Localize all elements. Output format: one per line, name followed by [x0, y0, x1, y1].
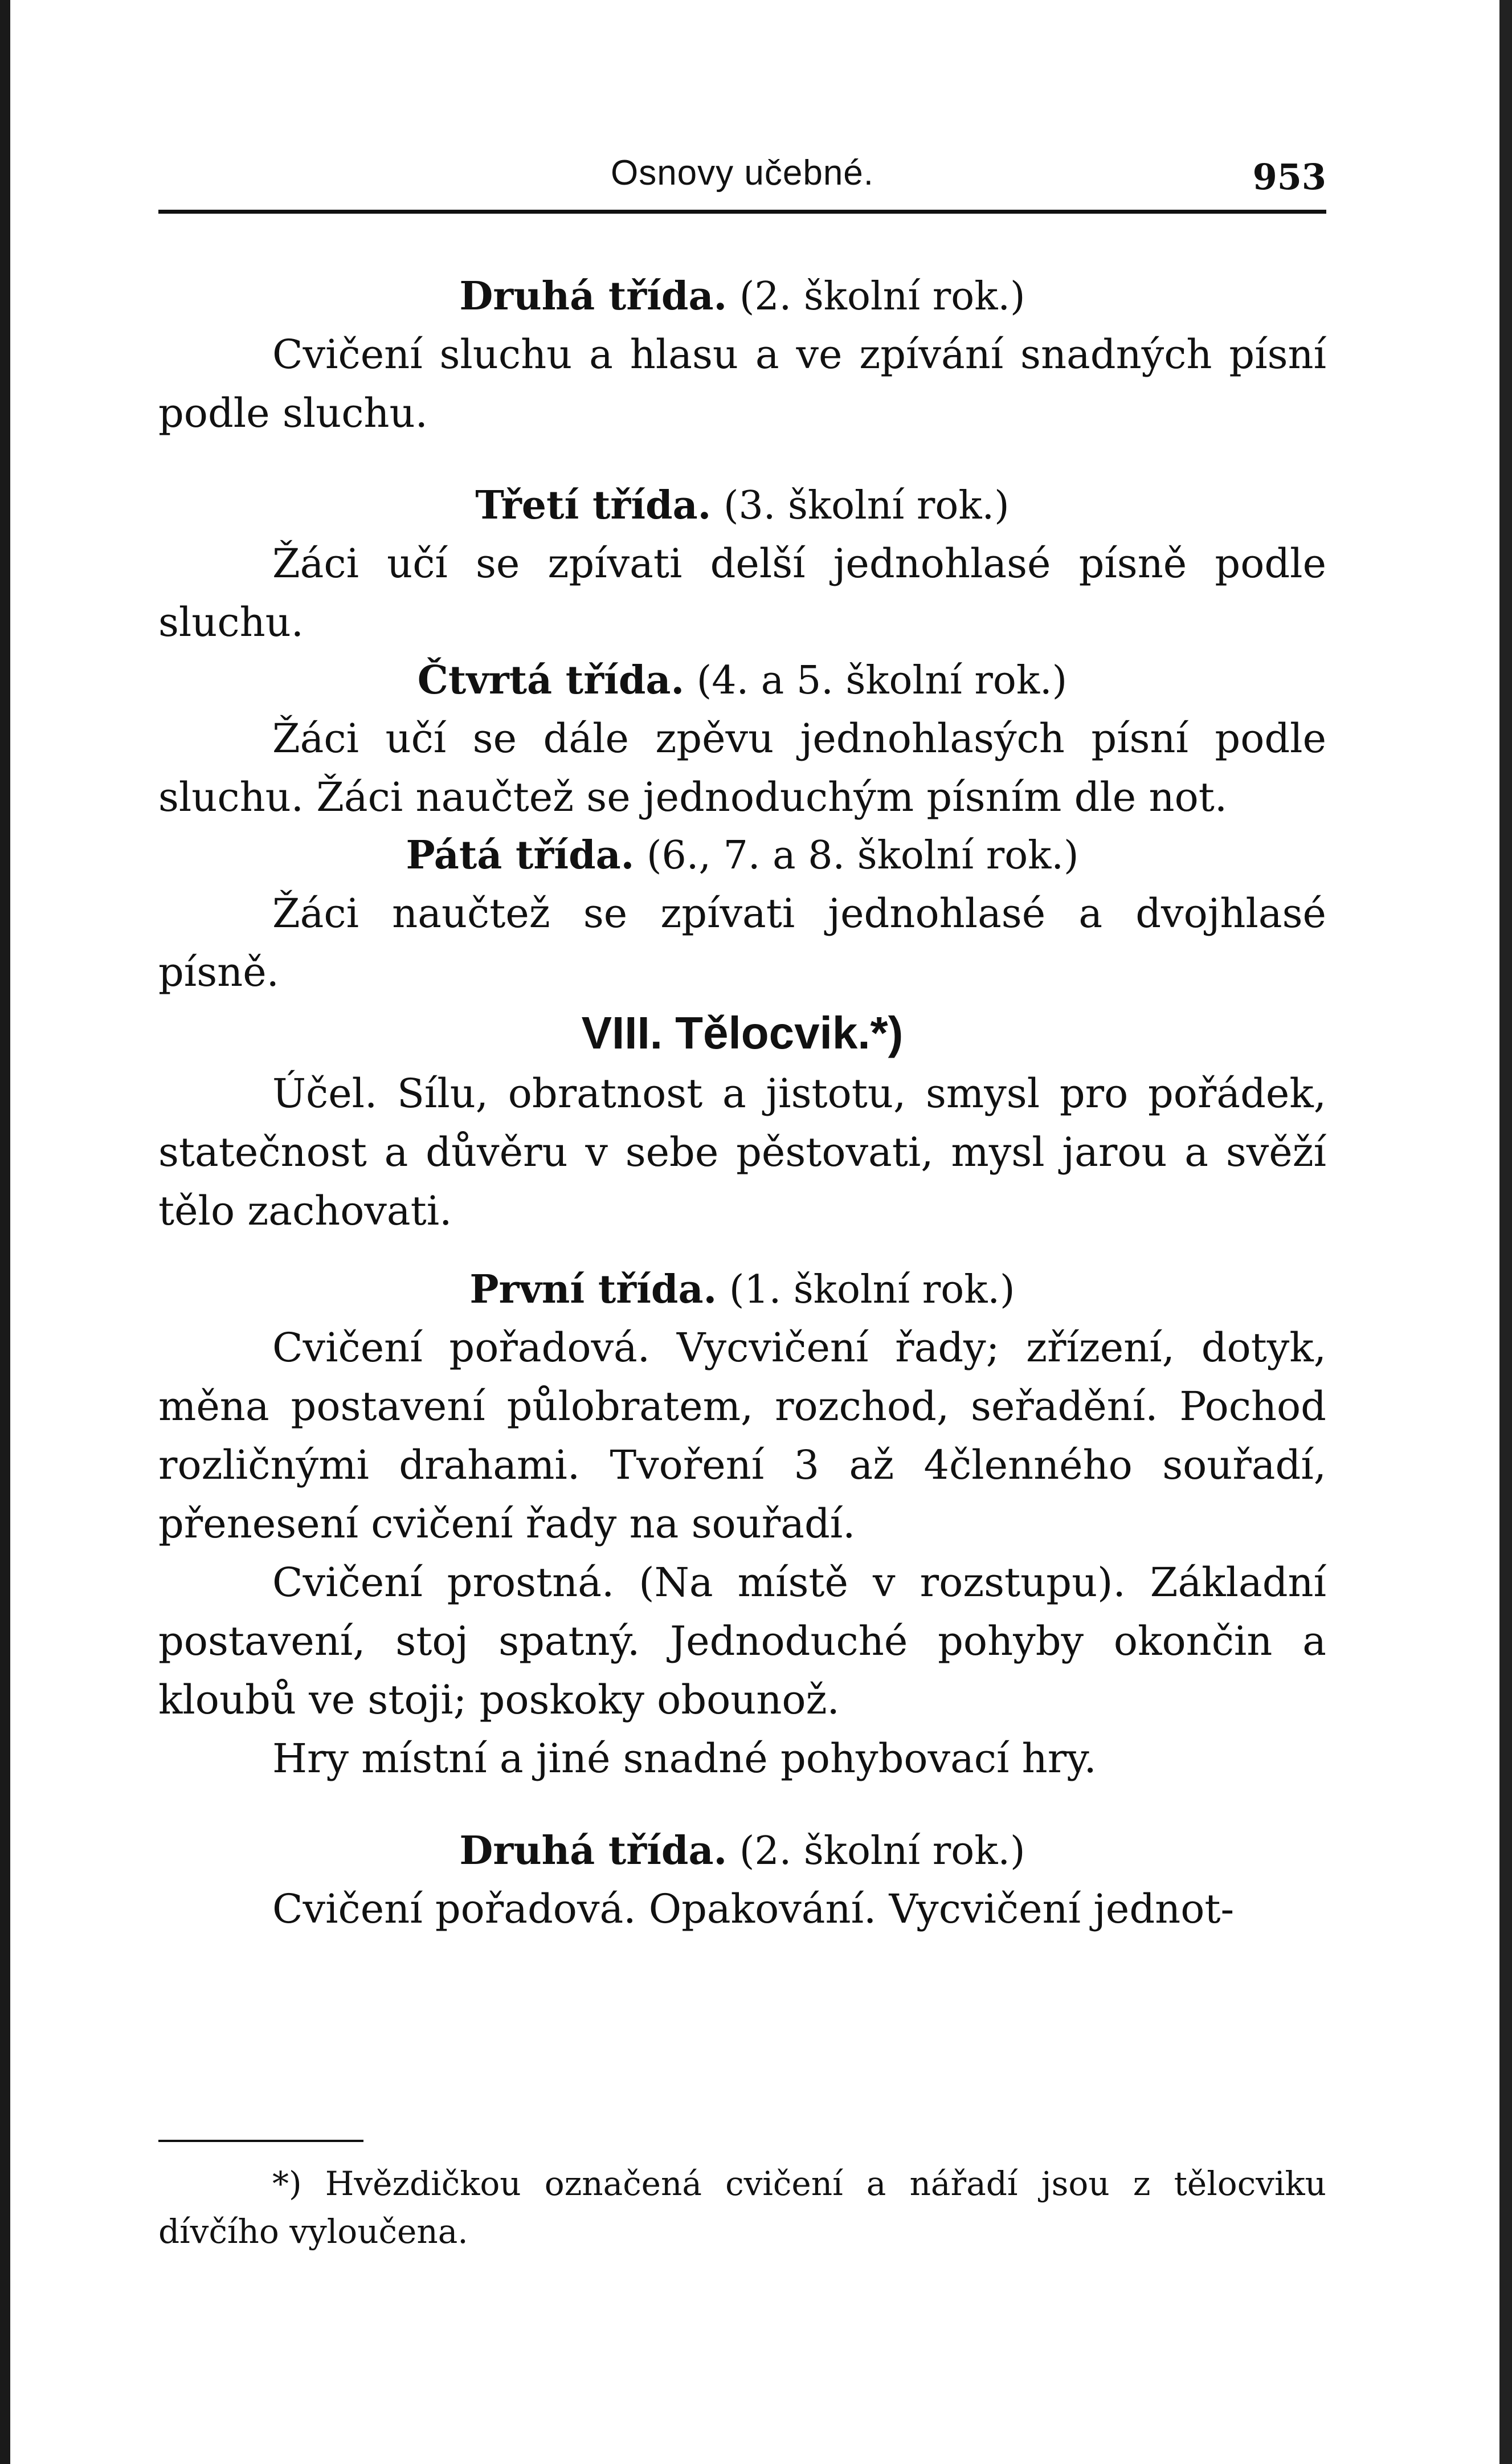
class-heading-label: Pátá třída. — [406, 833, 635, 878]
paragraph: Účel. Sílu, obratnost a jistotu, smysl pro pořádek, statečnost a důvěru v sebe pěstovati, mysl jarou a svěží tělo zachovati. — [158, 1070, 1326, 1234]
class-heading-year: (1. školní rok.) — [729, 1267, 1015, 1312]
scan-left-edge — [0, 0, 10, 2464]
body-text — [158, 268, 1326, 1939]
header-rule — [158, 210, 1326, 214]
running-head — [158, 153, 1326, 204]
class-heading-label: Čtvrtá třída. — [417, 658, 685, 703]
running-title: Osnovy učebné. — [610, 153, 874, 193]
class-heading-year: (2. školní rok.) — [739, 274, 1025, 319]
class-heading-5 — [158, 827, 1326, 884]
paragraph: Cvičení prostná. (Na místě v rozstupu). Základní postavení, stoj spatný. Jednoduché pohyby okončin a kloubů ve stoji; poskoky obounož. — [158, 1559, 1326, 1723]
class-heading-2-section — [158, 1822, 1326, 1880]
class-heading-4 — [158, 652, 1326, 709]
page-number: 953 — [1252, 156, 1326, 198]
class-heading-3 — [158, 477, 1326, 535]
class-heading-label: Třetí třída. — [475, 483, 712, 528]
footnote: *) Hvězdičkou označená cvičení a nářadí jsou z tělocviku dívčího vyloučena. — [158, 2164, 1326, 2251]
paragraph: Hry místní a jiné snadné pohybovací hry. — [272, 1735, 1097, 1782]
class-heading-year: (6., 7. a 8. školní rok.) — [646, 833, 1079, 878]
class-heading-2 — [158, 268, 1326, 325]
paragraph: Cvičení sluchu a hlasu a ve zpívání snadných písní podle sluchu. — [158, 331, 1326, 436]
book-page — [158, 0, 1326, 2464]
paragraph: Žáci učí se dále zpěvu jednohlasých písní podle sluchu. Žáci naučtež se jednoduchým písním dle not. — [158, 715, 1326, 821]
class-heading-label: První třída. — [469, 1267, 717, 1312]
class-heading-year: (2. školní rok.) — [739, 1829, 1025, 1874]
class-heading-year: (4. a 5. školní rok.) — [696, 658, 1068, 703]
class-heading-year: (3. školní rok.) — [723, 483, 1010, 528]
scan-right-edge — [1499, 0, 1512, 2464]
paragraph: Cvičení pořadová. Opakování. Vycvičení jednot- — [272, 1886, 1235, 1932]
class-heading-label: Druhá třída. — [459, 274, 728, 319]
paragraph: Žáci učí se zpívati delší jednohlasé písně podle sluchu. — [158, 540, 1326, 646]
class-heading-1 — [158, 1261, 1326, 1319]
class-heading-label: Druhá třída. — [459, 1828, 728, 1874]
section-title: VIII. Tělocvik.*) — [581, 1007, 904, 1058]
paragraph: Žáci naučtež se zpívati jednohlasé a dvojhlasé písně. — [158, 890, 1326, 996]
footnote-rule — [158, 2140, 363, 2142]
paragraph: Cvičení pořadová. Vycvičení řady; zřízení, dotyk, měna postavení půlobratem, rozchod, seřadění. Pochod rozličnými drahami. Tvoření 3 až 4členného souřadí, přenesení cvičení řady na souřadí. — [158, 1324, 1326, 1547]
